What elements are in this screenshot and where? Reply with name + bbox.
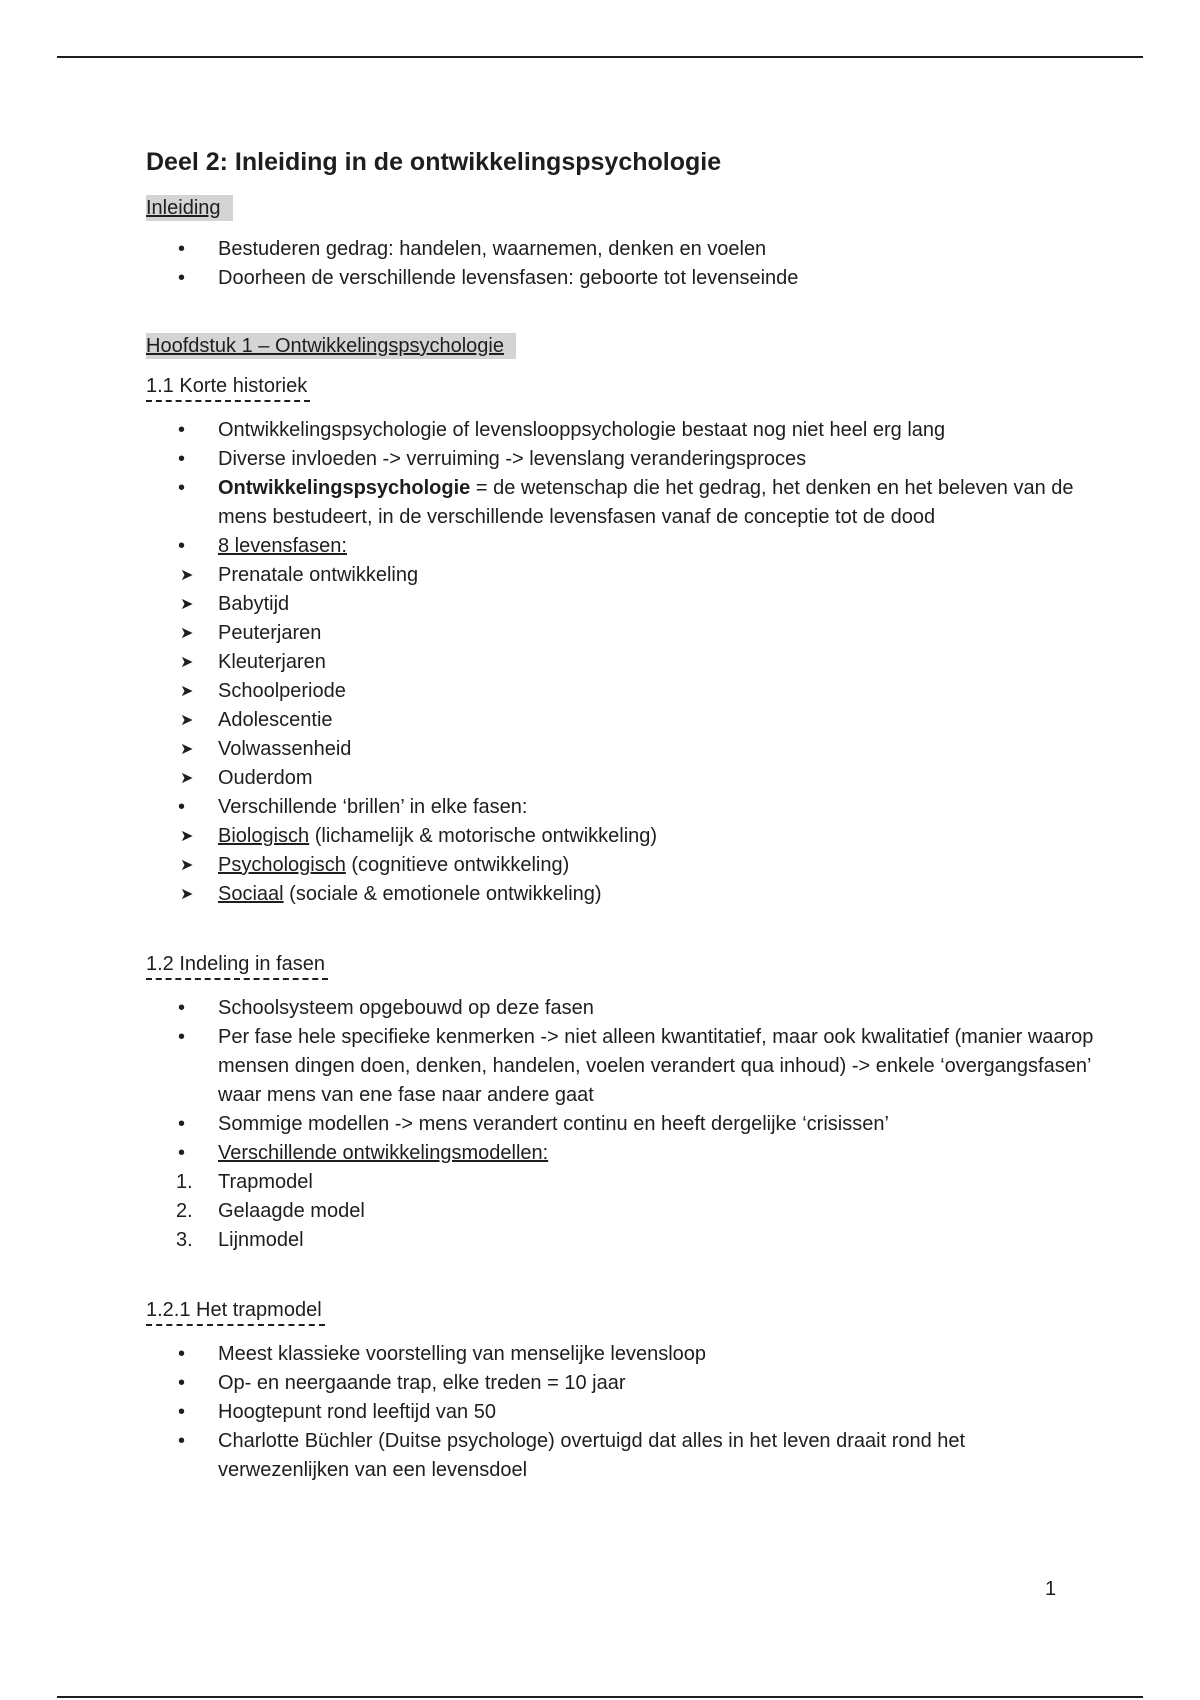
page-title: Deel 2: Inleiding in de ontwikkelingspsychologie	[146, 148, 722, 176]
lenses-list	[146, 822, 1096, 909]
section-heading-1-2-1: 1.2.1 Het trapmodel	[146, 1297, 325, 1326]
page-number: 1	[1045, 1578, 1057, 1600]
intro-list	[146, 235, 1096, 293]
model-item: 1. Trapmodel	[176, 1171, 313, 1193]
list-item	[146, 474, 1096, 532]
list-item	[146, 1139, 1096, 1255]
arrow-bullet-icon: ➤	[180, 857, 194, 874]
list-item: • Diverse invloeden -> verruiming -> levenslang veranderingsproces	[146, 445, 1096, 474]
lens-item: ➤ Biologisch (lichamelijk & motorische ontwikkeling)	[146, 822, 1096, 851]
list-item: • Bestuderen gedrag: handelen, waarnemen, denken en voelen	[146, 235, 1096, 264]
footer-rule	[57, 1696, 1143, 1698]
chapter-heading: Hoofdstuk 1 – Ontwikkelingspsychologie	[146, 333, 516, 359]
list-item: • Verschillende ‘brillen’ in elke fasen: ➤ Biologisch (lichamelijk & motorische ontwikkeling) ➤ Psychologisch (cognitieve ontwikkeling) ➤ Sociaal (sociale & emotionele ontwikkeling)	[146, 793, 1096, 909]
arrow-bullet-icon: ➤	[180, 770, 194, 787]
models-label: Verschillende ontwikkelingsmodellen:	[218, 1142, 549, 1164]
lens-item: ➤ Psychologisch (cognitieve ontwikkeling)	[146, 851, 1096, 880]
trapmodel-list	[146, 1340, 1096, 1485]
arrow-bullet-icon: ➤	[180, 712, 194, 729]
list-item: • Ontwikkelingspsychologie of levenslooppsychologie bestaat nog niet heel erg lang	[146, 416, 1096, 445]
definition-text: = de wetenschap die het gedrag, het denken en het beleven van de mens bestudeert, in de verschillende levensfasen vanaf de conceptie tot de dood	[218, 477, 1074, 528]
list-item: • Doorheen de verschillende levensfasen: geboorte tot levenseinde	[146, 264, 1096, 293]
phases-list	[146, 561, 1096, 793]
definition-term: Ontwikkelingspsychologie	[218, 477, 471, 499]
phase-item: ➤ Ouderdom	[146, 764, 1096, 793]
phase-item: ➤ Prenatale ontwikkeling	[146, 561, 1096, 590]
phase-item: ➤ Kleuterjaren	[146, 648, 1096, 677]
model-item: 2. Gelaagde model	[176, 1200, 365, 1222]
models-list	[146, 1168, 1096, 1255]
phase-item: ➤ Schoolperiode	[146, 677, 1096, 706]
arrow-bullet-icon: ➤	[180, 741, 194, 758]
arrow-bullet-icon: ➤	[180, 567, 194, 584]
list-item: • Hoogtepunt rond leeftijd van 50	[146, 1398, 1096, 1427]
phase-item: ➤ Peuterjaren	[146, 619, 1096, 648]
phase-item: ➤ Babytijd	[146, 590, 1096, 619]
lens-item: ➤ Sociaal (sociale & emotionele ontwikkeling)	[146, 880, 1096, 909]
section-heading-1-2: 1.2 Indeling in fasen	[146, 951, 328, 980]
arrow-bullet-icon: ➤	[180, 596, 194, 613]
list-item	[146, 532, 1096, 793]
model-item: 3. Lijnmodel	[176, 1229, 304, 1251]
list-item: • Per fase hele specifieke kenmerken -> niet alleen kwantitatief, maar ook kwalitatief (manier waarop mensen dingen doen, denken, handelen, voelen verandert qua inhoud) -> enkele ‘overgangsfasen’ waar mens van ene fase naar andere gaat	[146, 1023, 1096, 1110]
list-item: • Schoolsysteem opgebouwd op deze fasen	[146, 994, 1096, 1023]
intro-heading: Inleiding	[146, 195, 233, 221]
list-item: • Op- en neergaande trap, elke treden = 10 jaar	[146, 1369, 1096, 1398]
document-body	[146, 145, 1096, 1485]
historiek-list	[146, 416, 1096, 909]
arrow-bullet-icon: ➤	[180, 828, 194, 845]
fasen-list	[146, 994, 1096, 1255]
section-heading-1-1: 1.1 Korte historiek	[146, 373, 310, 402]
phase-item: ➤ Volwassenheid	[146, 735, 1096, 764]
phases-label: 8 levensfasen:	[218, 535, 347, 557]
arrow-bullet-icon: ➤	[180, 654, 194, 671]
list-item: • Meest klassieke voorstelling van menselijke levensloop	[146, 1340, 1096, 1369]
header-rule	[57, 56, 1143, 58]
arrow-bullet-icon: ➤	[180, 886, 194, 903]
arrow-bullet-icon: ➤	[180, 683, 194, 700]
phase-item: ➤ Adolescentie	[146, 706, 1096, 735]
arrow-bullet-icon: ➤	[180, 625, 194, 642]
list-item: • Sommige modellen -> mens verandert continu en heeft dergelijke ‘crisissen’	[146, 1110, 1096, 1139]
list-item: • Charlotte Büchler (Duitse psychologe) overtuigd dat alles in het leven draait rond het verwezenlijken van een levensdoel	[146, 1427, 1096, 1485]
